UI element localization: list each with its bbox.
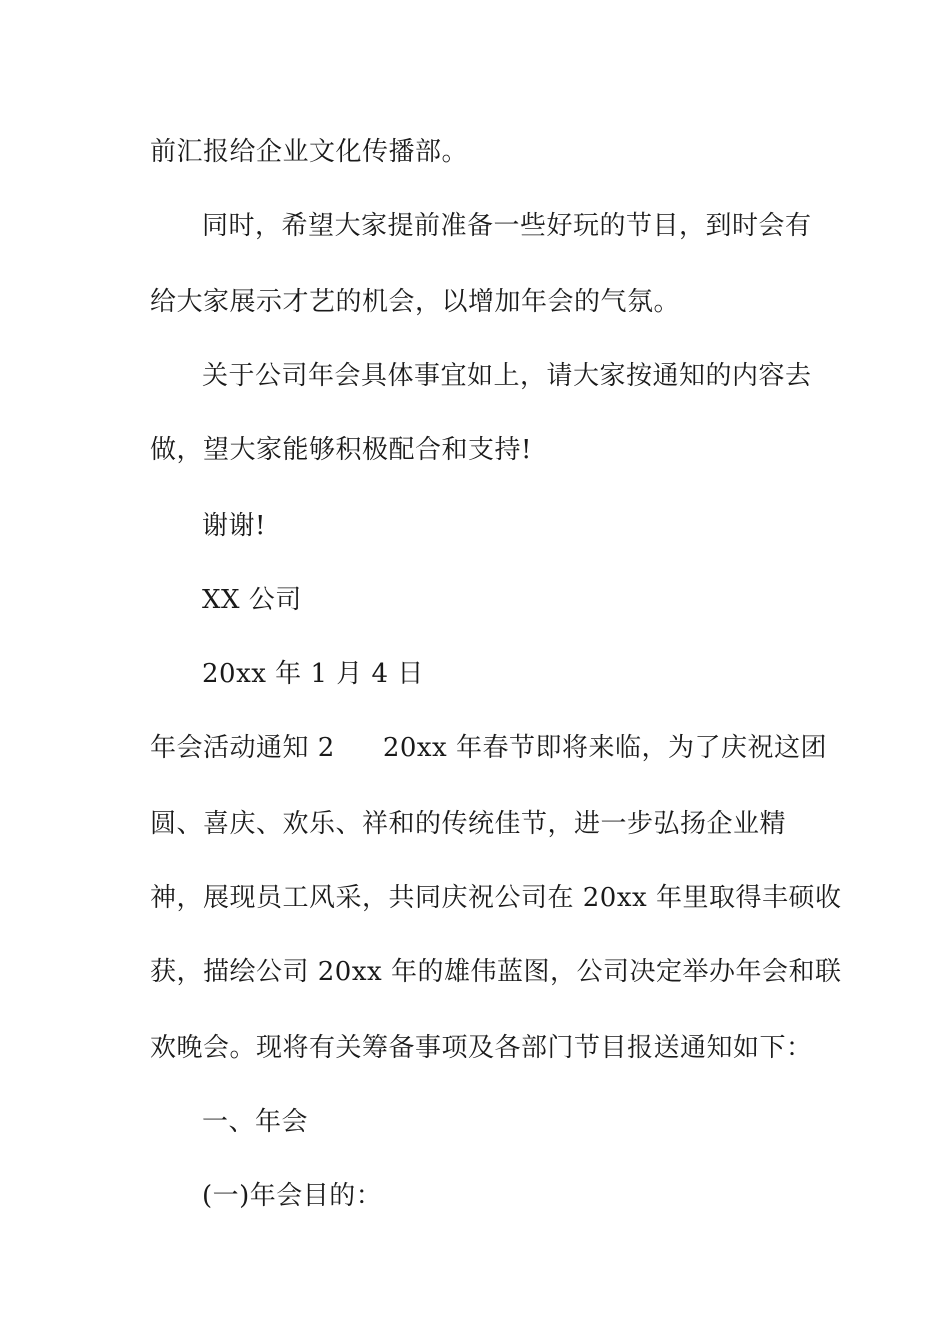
paragraph-line: 关于公司年会具体事宜如上，请大家按通知的内容去 xyxy=(202,361,812,391)
paragraph-line: 欢晚会。现将有关筹备事项及各部门节目报送通知如下： xyxy=(150,1033,813,1063)
paragraph-line: 给大家展示才艺的机会，以增加年会的气氛。 xyxy=(150,287,681,317)
paragraph-line: 前汇报给企业文化传播部。 xyxy=(150,137,469,167)
section-first-line: 20xx 年春节即将来临，为了庆祝这团 xyxy=(382,733,827,763)
signature-company: XX 公司 xyxy=(202,585,302,615)
closing-thanks: 谢谢! xyxy=(202,511,266,541)
paragraph-line: 圆、喜庆、欢乐、祥和的传统佳节，进一步弘扬企业精 xyxy=(150,809,787,839)
section-title: 年会活动通知 2 xyxy=(150,733,335,763)
subheading-purpose: (一)年会目的： xyxy=(202,1181,383,1211)
signature-date: 20xx 年 1 月 4 日 xyxy=(202,659,424,689)
paragraph-line: 同时，希望大家提前准备一些好玩的节目，到时会有 xyxy=(202,211,812,241)
paragraph-line: 做，望大家能够积极配合和支持! xyxy=(150,435,532,465)
heading-annual-meeting: 一、年会 xyxy=(202,1107,309,1137)
paragraph-line: 神，展现员工风采，共同庆祝公司在 20xx 年里取得丰硕收 xyxy=(150,883,842,913)
paragraph-line: 获，描绘公司 20xx 年的雄伟蓝图，公司决定举办年会和联 xyxy=(150,957,842,987)
section-heading-line xyxy=(150,730,827,766)
